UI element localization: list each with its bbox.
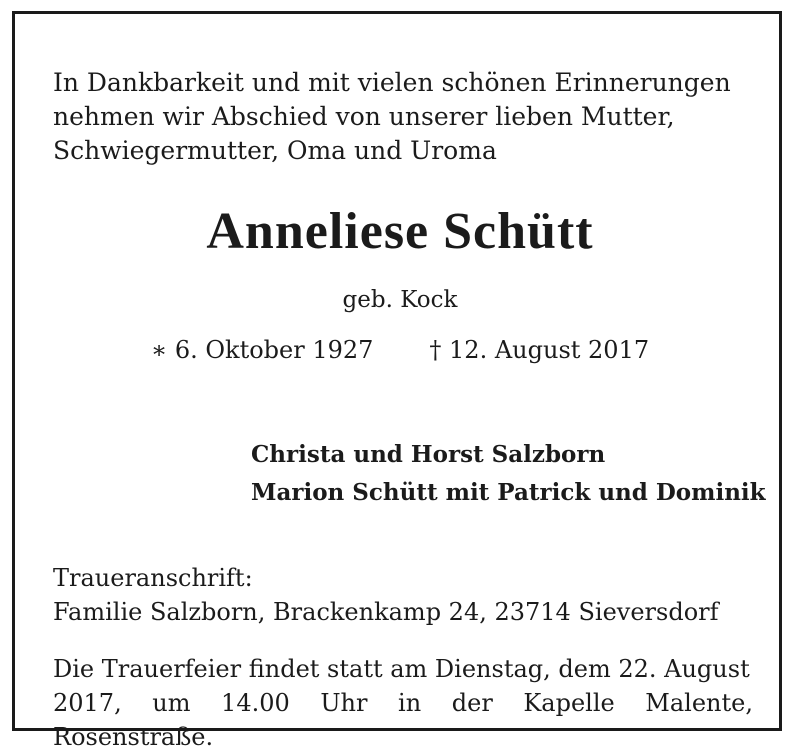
death-date: † 12. August 2017 <box>429 336 650 364</box>
maiden-name: geb. Kock <box>342 287 458 313</box>
deceased-name: Anneliese Schütt <box>206 203 594 260</box>
intro-text <box>53 66 753 168</box>
mourner: Marion Schütt mit Patrick und Dominik <box>251 479 766 506</box>
intro-line: nehmen wir Abschied von unserer lieben Mutter, <box>53 102 675 131</box>
birth-date: ∗ 6. Oktober 1927 <box>150 336 374 364</box>
mourner: Christa und Horst Salzborn <box>251 441 606 468</box>
mourning-address <box>53 561 719 629</box>
funeral-notice-line: 2017, um 14.00 Uhr in der Kapelle Malente, Rosenstraße. <box>53 689 753 751</box>
obituary-frame <box>12 11 782 751</box>
funeral-notice-line: Die Trauerfeier findet statt am Dienstag, dem 22. August <box>53 655 750 683</box>
life-dates <box>15 336 785 364</box>
intro-line: Schwiegermutter, Oma und Uroma <box>53 136 497 165</box>
address-label: Traueranschrift: <box>53 564 253 592</box>
funeral-notice <box>53 652 753 754</box>
address-value: Familie Salzborn, Brackenkamp 24, 23714 Sieversdorf <box>53 598 719 626</box>
mourners-list <box>251 436 766 512</box>
intro-line: In Dankbarkeit und mit vielen schönen Erinnerungen <box>53 68 731 97</box>
